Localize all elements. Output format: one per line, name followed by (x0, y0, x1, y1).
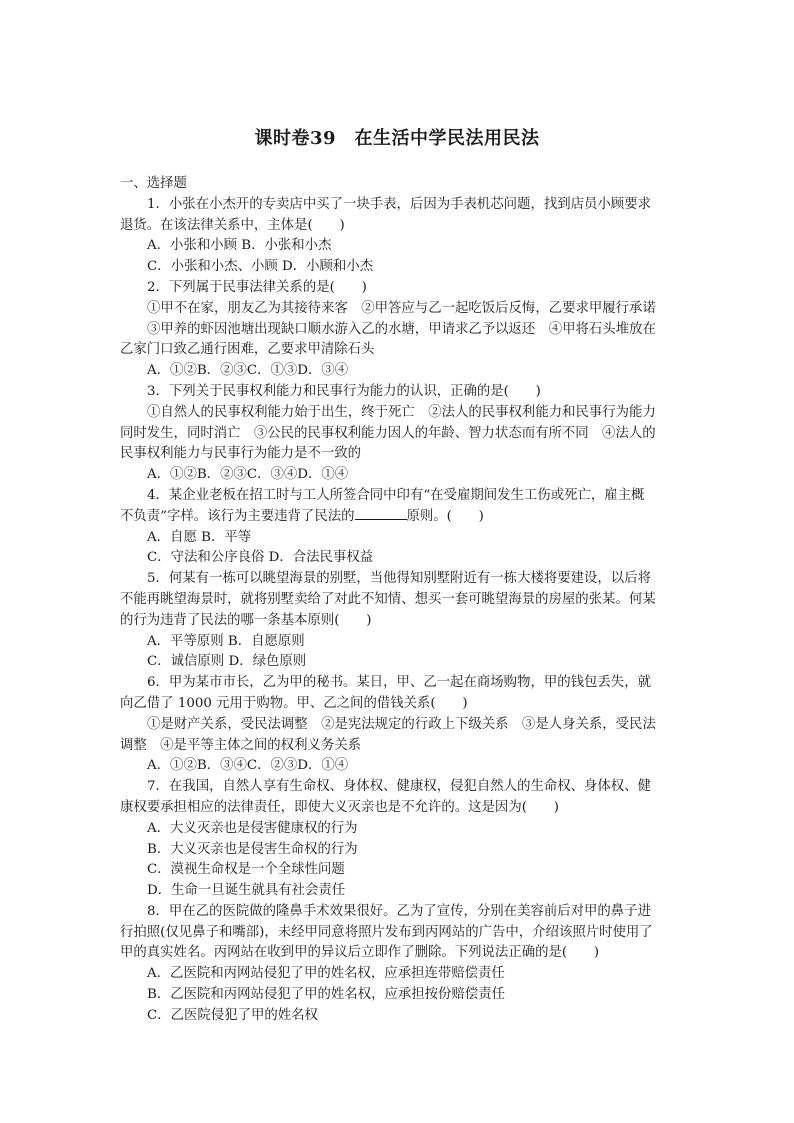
question-6-text: 6．甲为某市市长，乙为甲的秘书。某日，甲、乙一起在商场购物，甲的钱包丢失，就 (147, 675, 651, 691)
question-3-statements-end: 民事权利能力与民事行为能力是不一致的 (120, 446, 362, 462)
question-2-options: A．①②B．②③C．①③D．③④ (147, 363, 349, 379)
question-8-option-c: C．乙医院侵犯了甲的姓名权 (147, 1007, 318, 1023)
question-1-options-cd: C．小张和小杰、小顾 D．小顾和小杰 (147, 259, 374, 275)
answer-blank (355, 507, 407, 520)
question-3-statements-cont: 同时发生，同时消亡 ③公民的民事权利能力因人的年龄、智力状态而有所不同 ④法人的 (120, 425, 656, 441)
question-1-options-ab: A．小张和小顾 B．小张和小杰 (147, 238, 332, 254)
question-5-text: 5．何某有一栋可以眺望海景的别墅，当他得知别墅附近有一栋大楼将要建设，以后将 (147, 571, 651, 587)
question-4-text-after-blank: 原则。( ) (406, 508, 484, 524)
section-heading: 一、选择题 (120, 176, 187, 191)
question-8-text-end: 甲的真实姓名。丙网站在收到甲的异议后立即作了删除。下列说法正确的是( ) (120, 945, 600, 961)
question-7-text: 7．在我国，自然人享有生命权、身体权、健康权，侵犯自然人的生命权、身体权、健 (147, 779, 651, 795)
question-7-option-d: D．生命一旦诞生就具有社会责任 (147, 883, 346, 899)
question-6-options: A．①②B．③④C．②③D．①④ (147, 758, 349, 774)
question-5-text-cont: 不能再眺望海景时，就将别墅卖给了对此不知情、想买一套可眺望海景的房屋的张某。何某 (120, 591, 656, 607)
question-2-statements-end: 乙家门口致乙通行困难，乙要求甲清除石头 (120, 342, 375, 358)
question-5-options-cd: C．诚信原则 D．绿色原则 (147, 654, 307, 670)
question-6-statements: ①是财产关系，受民法调整 ②是宪法规定的行政上下级关系 ③是人身关系，受民法 (147, 716, 656, 732)
question-4-text-before-blank: 不负责”字样。该行为主要违背了民法的 (120, 508, 355, 524)
question-8-text-cont: 行拍照(仅见鼻子和嘴部)，未经甲同意将照片发布到丙网站的广告中，介绍该照片时使用了 (120, 924, 653, 940)
question-3-options: A．①②B．②③C．③④D．①④ (147, 467, 349, 483)
question-4-text-cont (120, 507, 677, 528)
question-1-text-cont: 退货。在该法律关系中，主体是( ) (120, 217, 345, 233)
question-2-statements-cont: ③甲养的虾因池塘出现缺口顺水游入乙的水塘，甲请求乙予以返还 ④甲将石头堆放在 (147, 321, 656, 337)
question-4-text: 4．某企业老板在招工时与工人所签合同中印有“在受雇期间发生工伤或死亡，雇主概 (147, 487, 645, 503)
question-8-option-a: A．乙医院和丙网站侵犯了甲的姓名权，应承担连带赔偿责任 (147, 966, 505, 982)
question-6-text-cont: 向乙借了 1000 元用于购物。甲、乙之间的借钱关系( ) (120, 695, 468, 711)
question-4-options-cd: C．守法和公序良俗 D．合法民事权益 (147, 550, 374, 566)
question-7-option-a: A．大义灭亲也是侵害健康权的行为 (147, 820, 358, 836)
question-6-statements-end: 调整 ④是平等主体之间的权利义务关系 (120, 737, 362, 753)
question-8-option-b: B．乙医院和丙网站侵犯了甲的姓名权，应承担按份赔偿责任 (147, 987, 505, 1003)
question-7-text-cont: 康权要承担相应的法律责任，即使大义灭亲也是不允许的。这是因为( ) (120, 799, 559, 815)
question-5-text-end: 的行为违背了民法的哪一条基本原则( ) (120, 612, 372, 628)
question-2-statements: ①甲不在家，朋友乙为其接待来客 ②甲答应与乙一起吃饭后反悔，乙要求甲履行承诺 (147, 300, 656, 316)
question-1-text: 1．小张在小杰开的专卖店中买了一块手表，后因为手表机芯问题，找到店员小顾要求 (147, 196, 651, 212)
question-2-text: 2．下列属于民事法律关系的是( ) (147, 279, 367, 295)
page-title: 课时卷39 在生活中学民法用民法 (254, 128, 540, 149)
question-4-options-ab: A．自愿 B．平等 (147, 529, 252, 545)
question-3-text: 3．下列关于民事权利能力和民事行为能力的认识，正确的是( ) (147, 383, 541, 399)
question-3-statements: ①自然人的民事权利能力始于出生，终于死亡 ②法人的民事权利能力和民事行为能力 (147, 404, 656, 420)
question-7-option-c: C．漠视生命权是一个全球性问题 (147, 862, 345, 878)
question-list (120, 174, 677, 1027)
question-7-option-b: B．大义灭亲也是侵害生命权的行为 (147, 841, 358, 857)
question-5-options-ab: A．平等原则 B．自愿原则 (147, 633, 305, 649)
question-8-text: 8．甲在乙的医院做的隆鼻手术效果很好。乙为了宣传，分别在美容前后对甲的鼻子进 (147, 903, 651, 919)
